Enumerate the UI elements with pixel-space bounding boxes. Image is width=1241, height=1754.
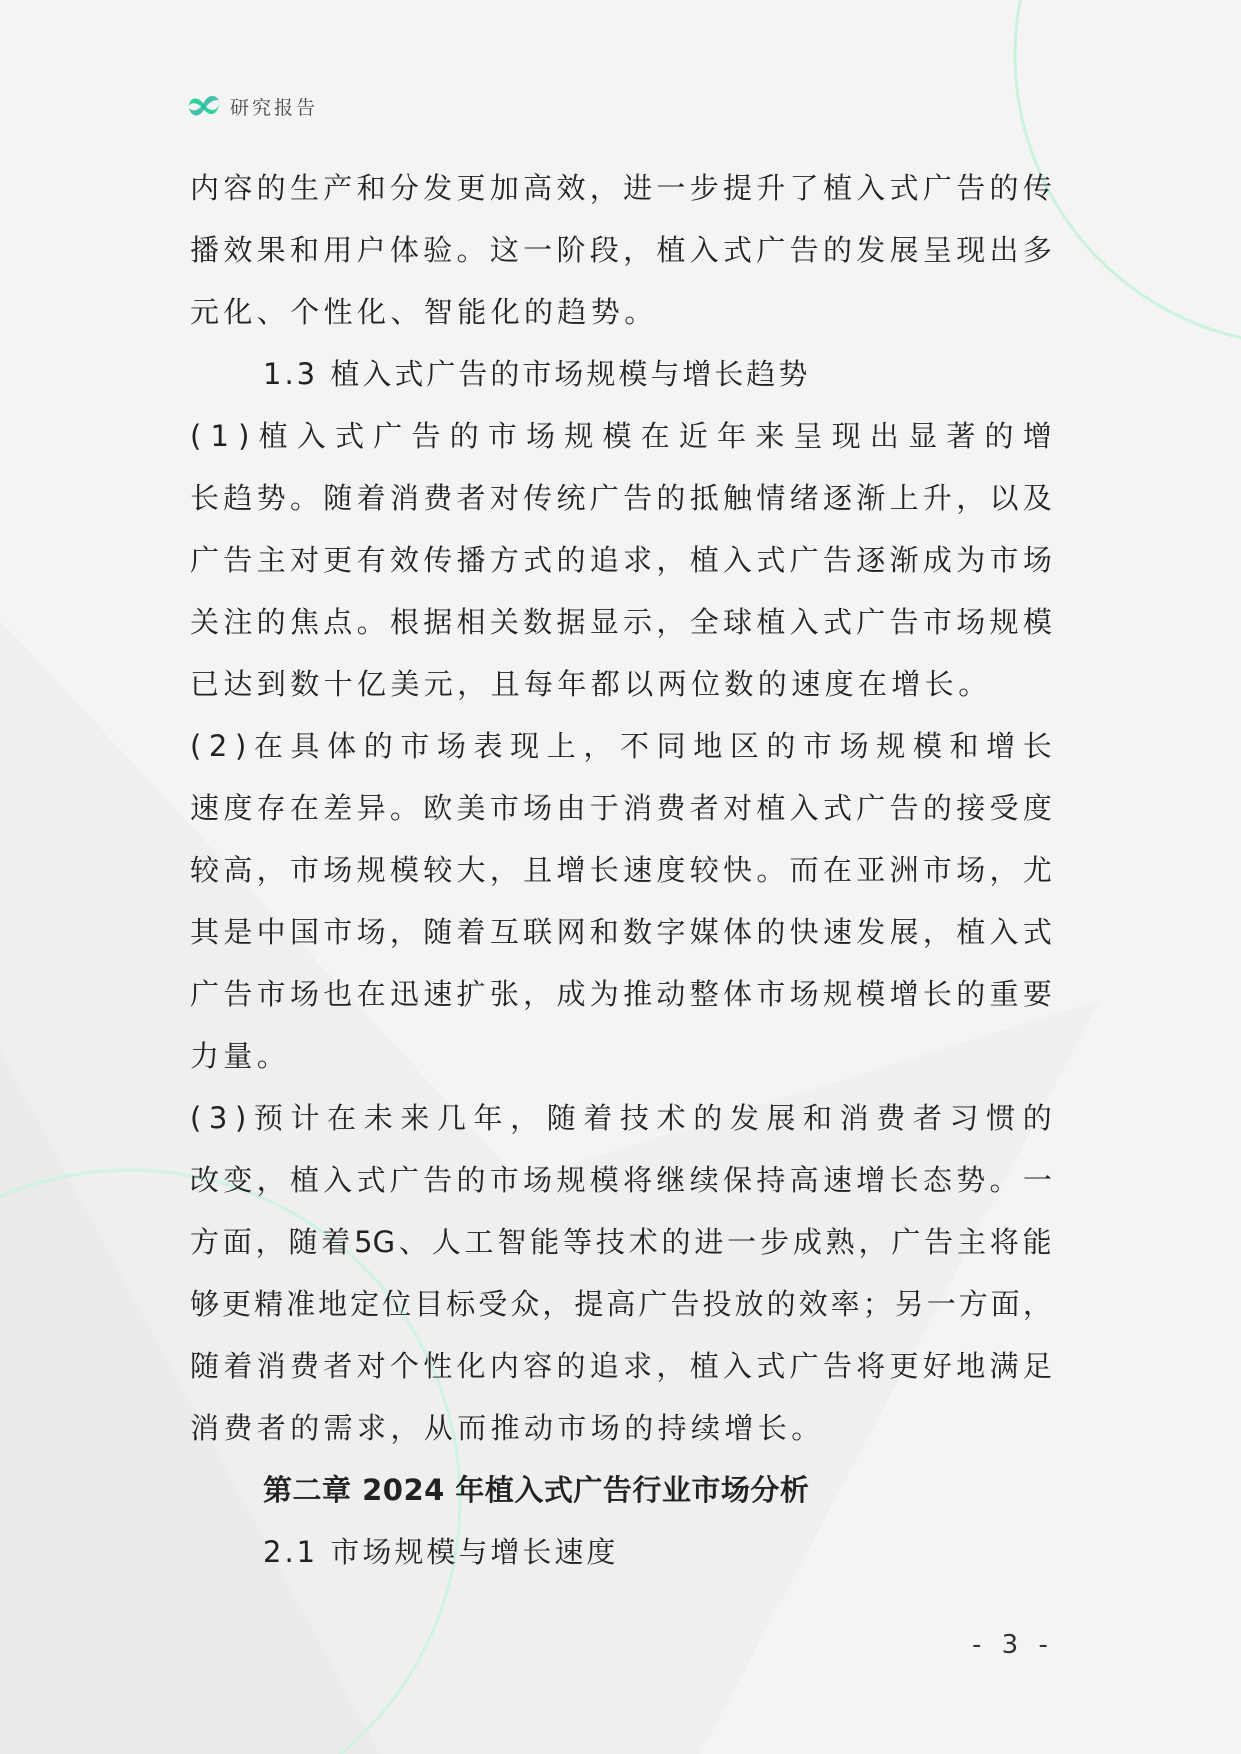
paragraph [190,1087,1052,1459]
text-line: 广 告 市 场 也 在 迅 速 扩 张 ， 成 为 推 动 整 体 市 场 规 模 增 长 的 重 要 [190,977,1052,1011]
chapter-heading: 第二章 2024 年植入式广告行业市场分析 [263,1473,810,1507]
text-line: ( 3 ) 预 计 在 未 来 几 年 ， 随 着 技 术 的 发 展 和 消 费 者 习 惯 的 [190,1101,1052,1135]
text-line: 已达到数十亿美元，且每年都以两位数的速度在增长。 [190,667,992,701]
logo-icon [186,89,222,123]
text-line: ( 1 ) 植 入 式 广 告 的 市 场 规 模 在 近 年 来 呈 现 出 显 著 的 增 [190,419,1052,453]
page-number: - 3 - [972,1630,1054,1660]
text-line: 关 注 的 焦 点 。 根 据 相 关 数 据 显 示 ， 全 球 植 入 式 广 告 市 场 规 模 [190,605,1052,639]
section-heading: 1.3 植入式广告的市场规模与增长趋势 [263,357,811,391]
paragraph [190,157,1052,343]
text-line: 其 是 中 国 市 场 ， 随 着 互 联 网 和 数 字 媒 体 的 快 速 发 展 ， 植 入 式 [190,915,1052,949]
text-line: 速 度 存 在 差 异 。 欧 美 市 场 由 于 消 费 者 对 植 入 式 广 告 的 接 受 度 [190,791,1052,825]
text-line: 力量。 [190,1039,291,1073]
document-body [190,157,1052,1583]
text-line: 内 容 的 生 产 和 分 发 更 加 高 效 ， 进 一 步 提 升 了 植 入 式 广 告 的 传 [190,171,1052,205]
text-line: 方 面 ， 随 着 5G 、 人 工 智 能 等 技 术 的 进 一 步 成 熟 ， 广 告 主 将 能 [190,1225,1052,1259]
text-line: 播 效 果 和 用 户 体 验 。 这 一 阶 段 ， 植 入 式 广 告 的 发 展 呈 现 出 多 [190,233,1052,267]
text-line: 随 着 消 费 者 对 个 性 化 内 容 的 追 求 ， 植 入 式 广 告 将 更 好 地 满 足 [190,1349,1052,1383]
text-line: 够 更 精 准 地 定 位 目 标 受 众 ， 提 高 广 告 投 放 的 效 率 ； 另 一 方 面 ， [190,1287,1052,1321]
text-line: ( 2 ) 在 具 体 的 市 场 表 现 上 ， 不 同 地 区 的 市 场 规 模 和 增 长 [190,729,1052,763]
report-header [186,86,318,126]
header-title: 研究报告 [230,96,319,119]
text-line: 较 高 ， 市 场 规 模 较 大 ， 且 增 长 速 度 较 快 。 而 在 亚 洲 市 场 ， 尤 [190,853,1052,887]
text-line: 改 变 ， 植 入 式 广 告 的 市 场 规 模 将 继 续 保 持 高 速 增 长 态 势 。 一 [190,1163,1052,1197]
section-heading: 2.1 市场规模与增长速度 [263,1535,619,1569]
text-line: 元化、个性化、智能化的趋势。 [190,295,658,329]
text-line: 长 趋 势 。 随 着 消 费 者 对 传 统 广 告 的 抵 触 情 绪 逐 渐 上 升 ， 以 及 [190,481,1052,515]
paragraph [190,405,1052,715]
paragraph [190,715,1052,1087]
text-line: 广 告 主 对 更 有 效 传 播 方 式 的 追 求 ， 植 入 式 广 告 逐 渐 成 为 市 场 [190,543,1052,577]
text-line: 消费者的需求，从而推动市场的持续增长。 [190,1411,825,1445]
